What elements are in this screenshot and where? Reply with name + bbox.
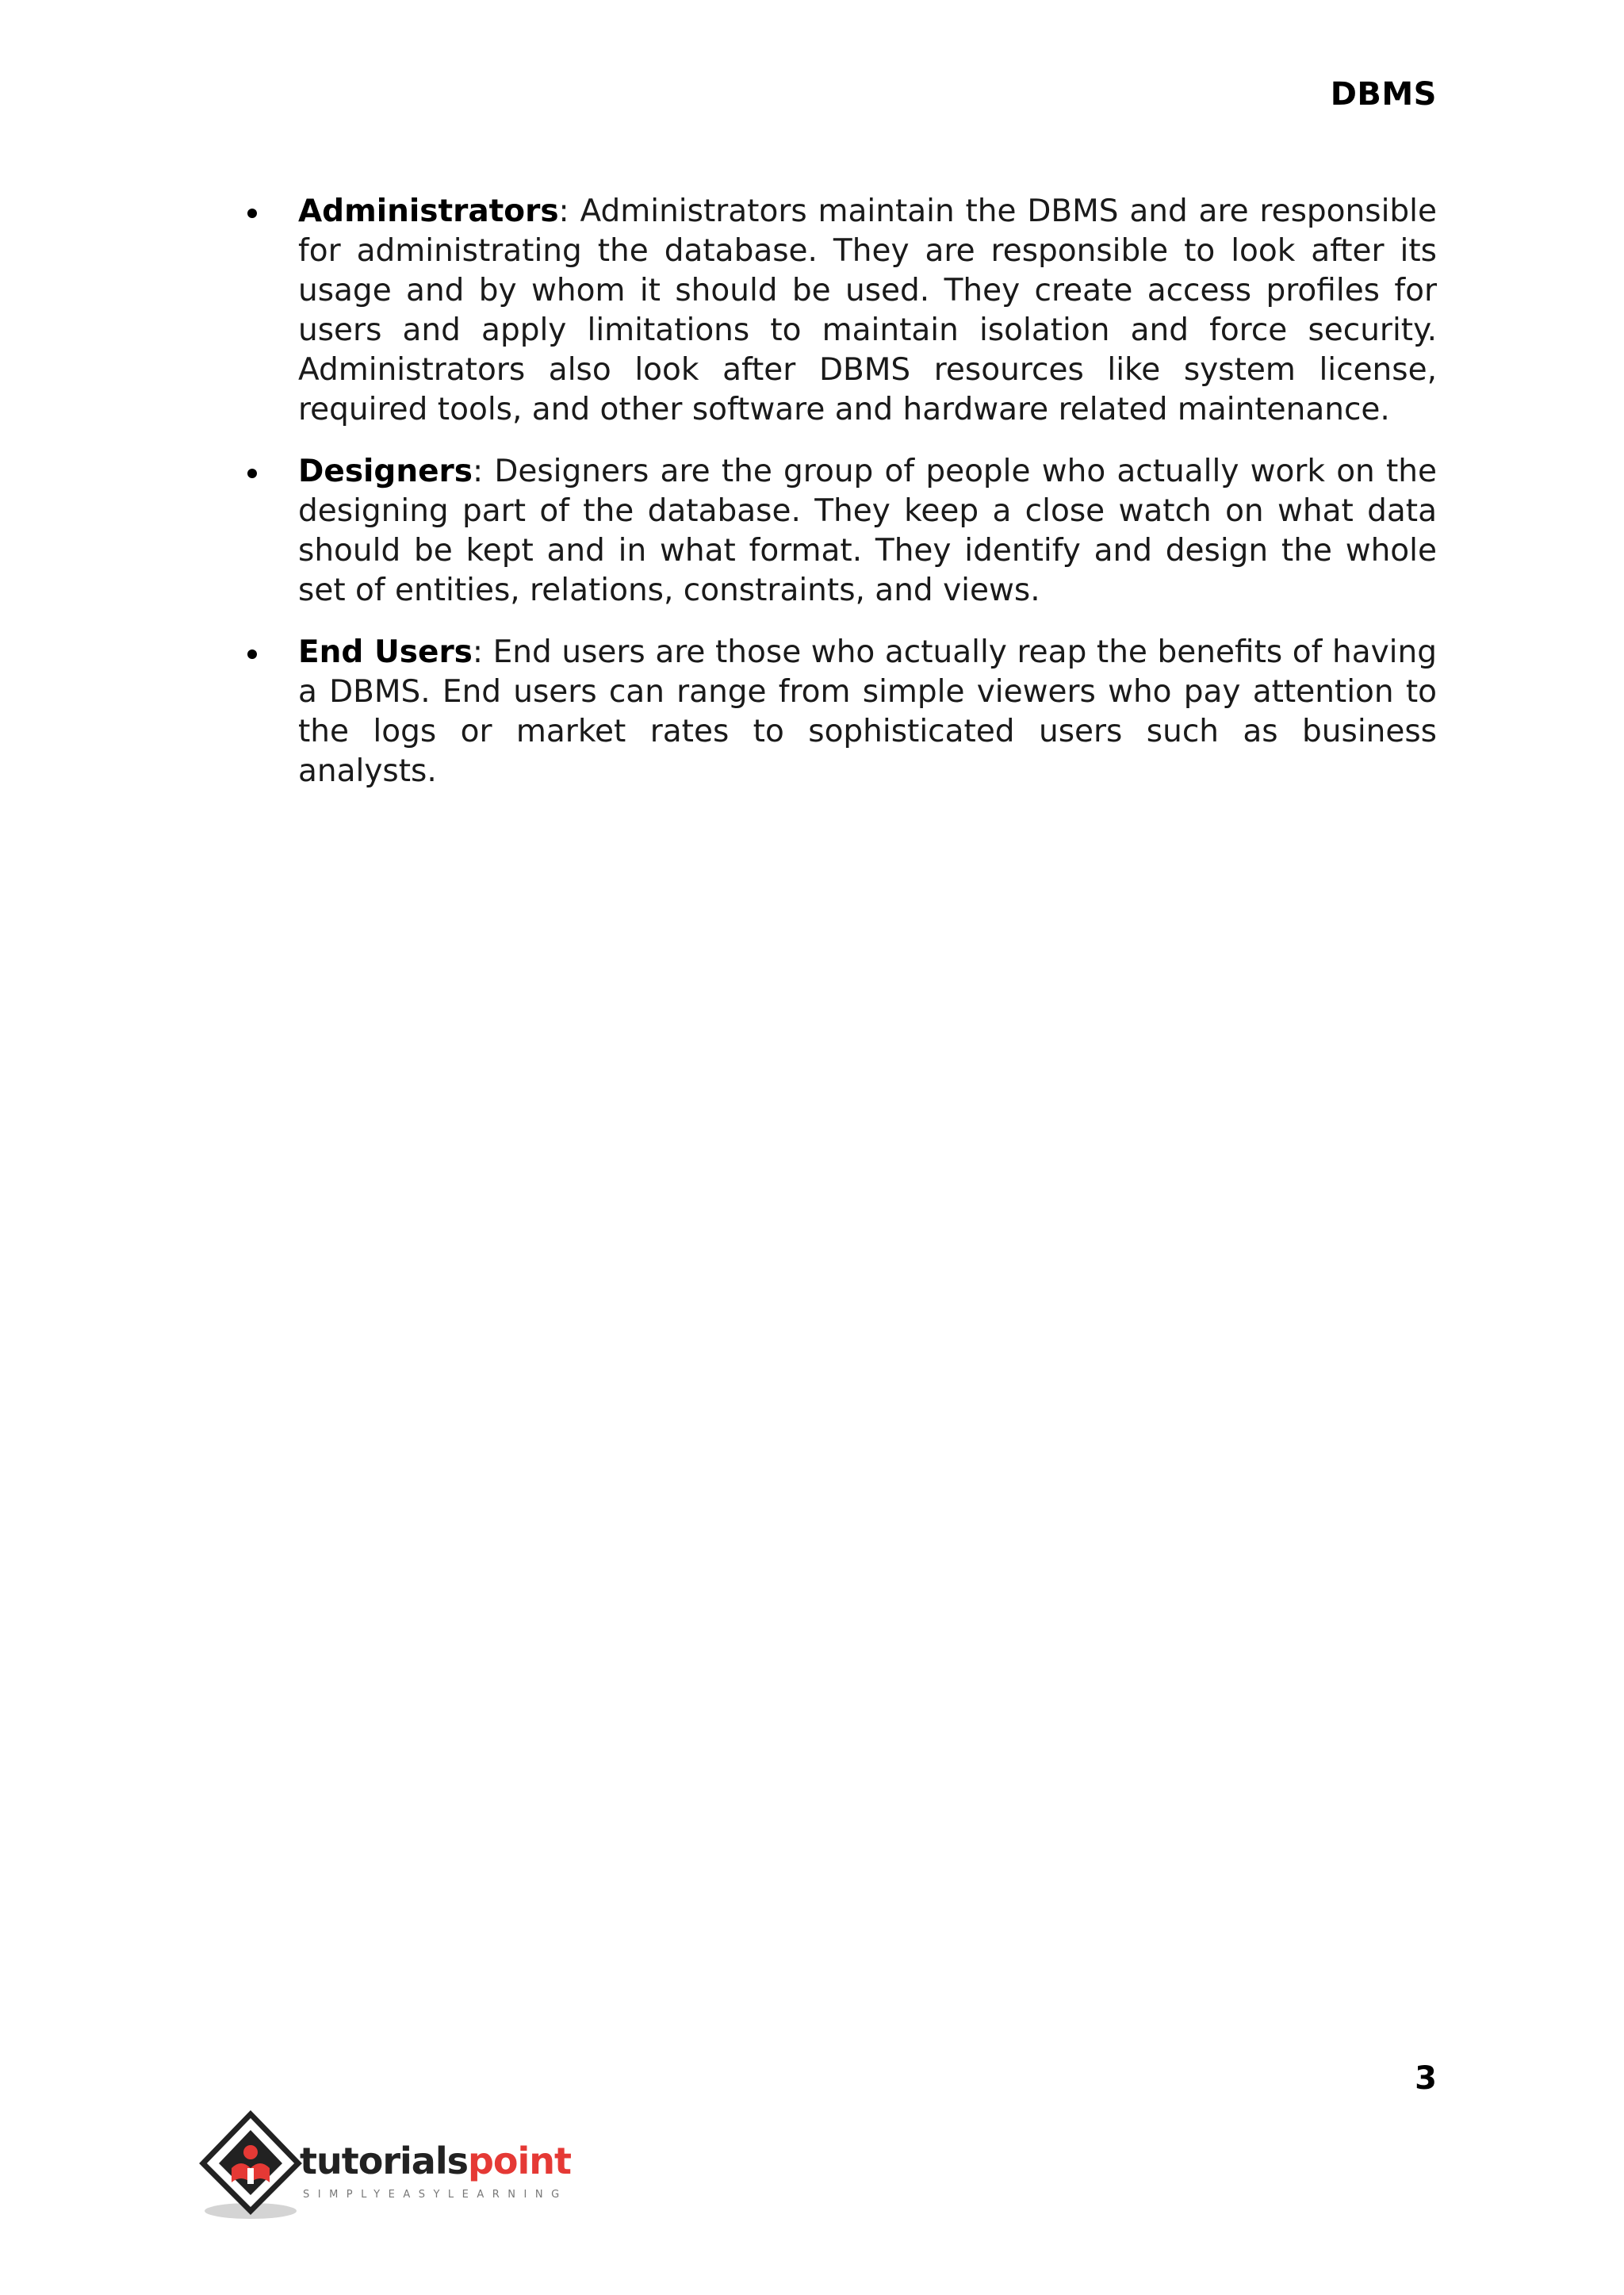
- running-header: DBMS: [1330, 76, 1437, 113]
- logo-wordmark: tutorialspoint: [300, 2140, 572, 2182]
- tutorialspoint-logo: [193, 2109, 574, 2228]
- bullet-icon: [247, 469, 257, 478]
- list-item: [243, 633, 1437, 791]
- list-item: [243, 192, 1437, 430]
- bullet-icon: [247, 649, 257, 659]
- user-roles-list: [243, 192, 1437, 791]
- item-text: : Designers are the group of people who actually work on the designing part of the database. They keep a close watch on what data should be kept and in what format. They identify and design the whole set of entities, relations, constraints, and views.: [298, 454, 1437, 608]
- item-text: : End users are those who actually reap the benefits of having a DBMS. End users can range from simple viewers who pay attention to the logs or market rates to sophisticated users such as business analysts.: [298, 634, 1437, 789]
- page-number: 3: [1415, 2060, 1437, 2097]
- logo-tagline: SIMPLYEASYLEARNING: [303, 2189, 568, 2201]
- item-term: End Users: [298, 634, 473, 670]
- bullet-icon: [247, 209, 257, 218]
- item-term: Designers: [298, 454, 473, 489]
- item-text: : Administrators maintain the DBMS and are responsible for administrating the database. They are responsible to look after its usage and by whom it should be used. They create access profiles for users and apply limitations to maintain isolation and force security. Administrators also look after DBMS resources like system license, required tools, and other software and hardware related maintenance.: [298, 193, 1437, 427]
- list-item: [243, 452, 1437, 611]
- logo-emblem-icon: [193, 2109, 304, 2228]
- item-term: Administrators: [298, 193, 559, 229]
- document-body: [243, 192, 1437, 814]
